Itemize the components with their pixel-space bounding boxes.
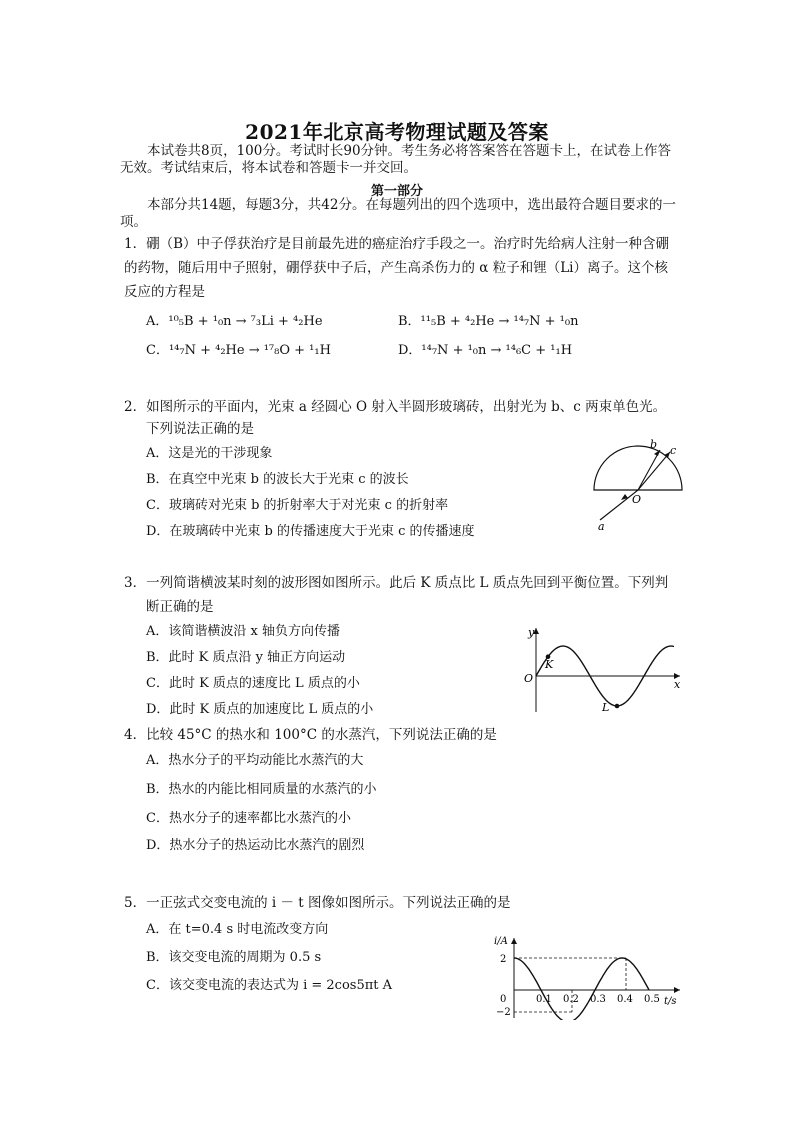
- question-2-option-a: A．这是光的干涉现象: [146, 446, 273, 461]
- question-3-option-d: D．此时 K 质点的加速度比 L 质点的小: [146, 702, 374, 717]
- part1-heading: 第一部分: [370, 184, 423, 199]
- question-5-option-c: C．该交变电流的表达式为 i = 2cos5πt A: [146, 978, 393, 993]
- question-1-stem: 1．硼（B）中子俘获治疗是目前最先进的癌症治疗手段之一。治疗时先给病人注射一种含硼的药物，随后用中子照射，硼俘获中子后，产生高杀伤力的 α 粒子和锂（Li）离子。这个核反应的方程是: [124, 236, 670, 300]
- axis-label-x: x: [674, 678, 681, 691]
- question-4-option-c: C．热水分子的速率都比水蒸汽的小: [146, 811, 351, 826]
- question-5-option-b: B．该交变电流的周期为 0.5 s: [146, 950, 322, 965]
- question-4-option-d: D．热水分子的热运动比水蒸汽的剧烈: [146, 838, 365, 853]
- question-5-figure: [488, 932, 688, 1020]
- xtick-0-5: 0.5: [644, 994, 660, 1005]
- axis-label-y: y: [528, 626, 535, 639]
- question-2-option-d: D．在玻璃砖中光束 b 的传播速度大于光束 c 的传播速度: [146, 524, 475, 539]
- question-1-option-b: B．¹¹₅B + ⁴₂He → ¹⁴₇N + ¹₀n: [398, 314, 579, 329]
- figure-label-a: a: [598, 520, 605, 533]
- question-1-option-c: C．¹⁴₇N + ⁴₂He → ¹⁷₈O + ¹₁H: [146, 343, 331, 358]
- xtick-0-1: 0.1: [536, 994, 552, 1005]
- question-2-option-c: C．玻璃砖对光束 b 的折射率大于对光束 c 的折射率: [146, 498, 449, 513]
- question-2-figure: [588, 432, 692, 536]
- question-3-figure: [520, 624, 688, 716]
- part1-instructions: 本部分共14题，每题3分，共42分。在每题列出的四个选项中，选出最符合题目要求的一项。: [120, 197, 676, 230]
- figure-label-b: b: [650, 438, 658, 451]
- question-2-option-b: B．在真空中光束 b 的波长大于光束 c 的波长: [146, 472, 409, 487]
- point-l: [615, 704, 620, 709]
- question-1-option-d: D．¹⁴₇N + ¹₀n → ¹⁴₆C + ¹₁H: [398, 343, 573, 358]
- xtick-0-3: 0.3: [590, 994, 606, 1005]
- question-5-stem: 5．一正弦式交变电流的 i － t 图像如图所示。下列说法正确的是: [124, 895, 511, 911]
- question-3-option-c: C．此时 K 质点的速度比 L 质点的小: [146, 676, 360, 691]
- point-label-k: K: [545, 658, 554, 671]
- axis-label-t: t/s: [664, 996, 677, 1007]
- question-2-stem-line2: 下列说法正确的是: [146, 421, 254, 437]
- point-label-l: L: [602, 701, 610, 714]
- ytick-neg2: −2: [496, 1007, 511, 1018]
- figure-label-o: O: [632, 493, 642, 506]
- page-title: 2021年北京高考物理试题及答案: [245, 120, 549, 144]
- question-4-stem: 4．比较 45°C 的热水和 100°C 的水蒸汽，下列说法正确的是: [124, 727, 497, 743]
- ytick-2: 2: [500, 954, 507, 965]
- intro-text: 本试卷共8页，100分。考试时长90分钟。考生务必将答案答在答题卡上，在试卷上作答无效。考试结束后，将本试卷和答题卡一并交回。: [120, 143, 672, 176]
- ytick-0: 0: [500, 994, 507, 1005]
- question-4-option-b: B．热水的内能比相同质量的水蒸汽的小: [146, 782, 377, 797]
- axis-label-i: i/A: [494, 936, 508, 947]
- xtick-0-2: 0.2: [563, 994, 579, 1005]
- question-5-option-a: A．在 t=0.4 s 时电流改变方向: [146, 922, 329, 937]
- origin-label: O: [524, 672, 534, 685]
- question-3-stem-line1: 3．一列简谐横波某时刻的波形图如图所示。此后 K 质点比 L 质点先回到平衡位置。下列判: [124, 575, 669, 591]
- question-3-stem-line2: 断正确的是: [146, 599, 214, 615]
- figure-label-c: c: [670, 444, 677, 457]
- xtick-0-4: 0.4: [617, 994, 633, 1005]
- question-4-option-a: A．热水分子的平均动能比水蒸汽的大: [146, 753, 364, 768]
- question-3-option-a: A．该简谐横波沿 x 轴负方向传播: [146, 624, 340, 639]
- question-3-option-b: B．此时 K 质点沿 y 轴正方向运动: [146, 650, 346, 665]
- question-2-stem-line1: 2．如图所示的平面内，光束 a 经圆心 O 射入半圆形玻璃砖，出射光为 b、c 两束单色光。: [124, 399, 667, 415]
- question-1-option-a: A．¹⁰₅B + ¹₀n → ⁷₃Li + ⁴₂He: [146, 314, 323, 329]
